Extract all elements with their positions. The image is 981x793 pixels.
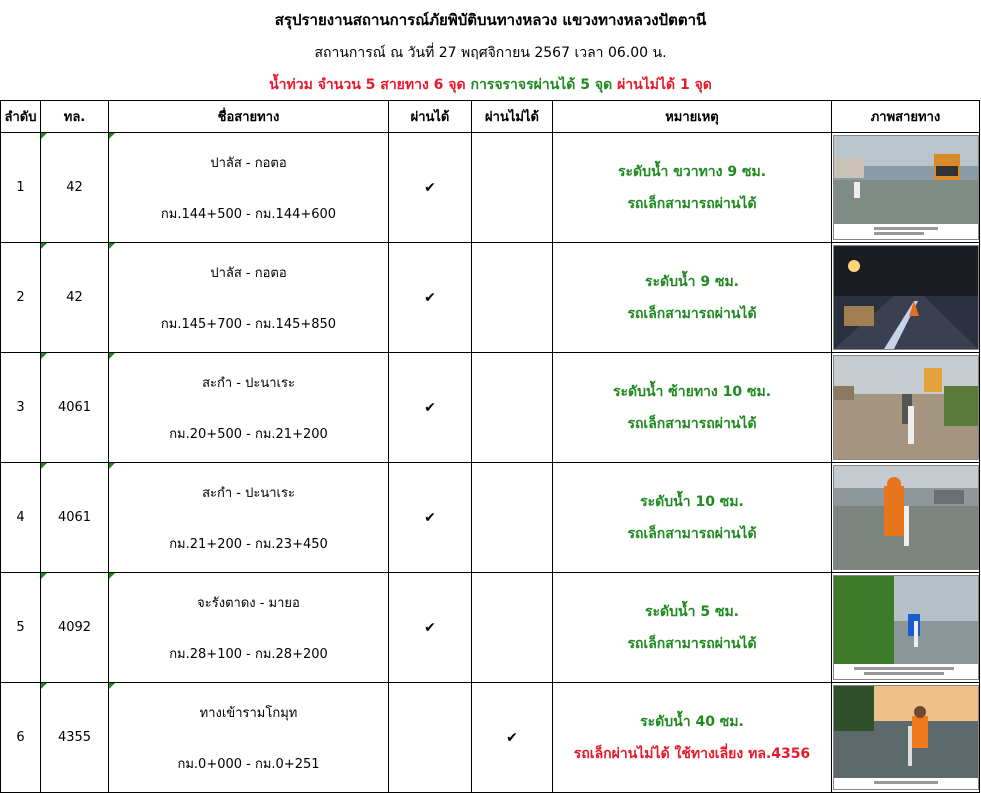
row-route-name: จะรังตาดง - มายอ — [197, 595, 300, 611]
row-highway-text: 4092 — [57, 620, 92, 635]
comment-marker — [109, 353, 115, 359]
row-remark-level: ระดับน้ำ ซ้ายทาง 10 ซม. — [612, 383, 772, 400]
row-no — [1, 683, 41, 793]
row-highway — [41, 353, 109, 463]
nopass-check-icon: ✔ — [506, 729, 518, 746]
row-no-text: 6 — [16, 730, 25, 745]
row-remark-level: ระดับน้ำ 5 ซม. — [645, 603, 739, 620]
row-route — [109, 463, 389, 573]
road-photo — [833, 135, 979, 240]
row-no-text: 1 — [16, 180, 25, 195]
table-header-row — [1, 101, 980, 133]
row-route-km: กม.20+500 - กม.21+200 — [169, 426, 328, 442]
road-photo — [833, 245, 979, 350]
table-row — [1, 133, 980, 243]
row-photo — [832, 353, 980, 463]
comment-marker — [41, 133, 47, 139]
row-photo — [832, 683, 980, 793]
row-nopass — [472, 243, 553, 353]
row-route-km: กม.28+100 - กม.28+200 — [169, 646, 328, 662]
comment-marker — [41, 573, 47, 579]
row-route-name: ทางเข้ารามโกมุท — [199, 705, 298, 721]
row-highway-text: 4061 — [57, 510, 92, 525]
row-remark — [553, 683, 832, 793]
row-highway — [41, 133, 109, 243]
col-header-pass: ผ่านได้ — [389, 101, 472, 133]
row-highway — [41, 243, 109, 353]
row-no-text: 3 — [16, 400, 25, 415]
row-remark-note: รถเล็กสามารถผ่านได้ — [627, 635, 757, 652]
col-header-remark: หมายเหตุ — [553, 101, 832, 133]
row-highway-text: 4061 — [57, 400, 92, 415]
row-route-km: กม.144+500 - กม.144+600 — [160, 206, 337, 222]
row-remark-level: ระดับน้ำ ขวาทาง 9 ซม. — [617, 163, 767, 180]
row-highway — [41, 573, 109, 683]
row-remark-note: รถเล็กสามารถผ่านได้ — [627, 415, 757, 432]
row-no-text: 5 — [16, 620, 25, 635]
table-row — [1, 243, 980, 353]
comment-marker — [41, 683, 47, 689]
row-nopass — [472, 133, 553, 243]
row-no — [1, 463, 41, 573]
col-header-photo: ภาพสายทาง — [832, 101, 980, 133]
row-photo — [832, 573, 980, 683]
pass-check-icon: ✔ — [424, 289, 436, 306]
row-route — [109, 243, 389, 353]
row-remark-level: ระดับน้ำ 40 ซม. — [640, 713, 744, 730]
table-row — [1, 573, 980, 683]
road-photo — [833, 685, 979, 790]
row-remark — [553, 353, 832, 463]
row-pass — [389, 243, 472, 353]
report-title: สรุปรายงานสถานการณ์ภัยพิบัติบนทางหลวง แขวงทางหลวงปัตตานี — [274, 11, 707, 29]
pass-check-icon: ✔ — [424, 179, 436, 196]
row-route-name: สะกำ - ปะนาเระ — [202, 375, 295, 391]
row-no — [1, 573, 41, 683]
row-remark — [553, 133, 832, 243]
row-pass — [389, 133, 472, 243]
row-route — [109, 353, 389, 463]
road-photo — [833, 575, 979, 680]
row-highway — [41, 683, 109, 793]
col-header-no: ลำดับ — [1, 101, 41, 133]
row-photo — [832, 243, 980, 353]
row-route-km: กม.21+200 - กม.23+450 — [169, 536, 328, 552]
row-photo — [832, 133, 980, 243]
report-subtitle: สถานการณ์ ณ วันที่ 27 พฤศจิกายน 2567 เวลา 06.00 น. — [314, 45, 667, 61]
row-nopass — [472, 573, 553, 683]
col-header-route: ชื่อสายทาง — [109, 101, 389, 133]
row-nopass — [472, 463, 553, 573]
row-route-name: ปาลัส - กอตอ — [210, 155, 287, 171]
row-no — [1, 353, 41, 463]
row-pass — [389, 573, 472, 683]
row-route-km: กม.0+000 - กม.0+251 — [177, 756, 320, 772]
row-nopass — [472, 353, 553, 463]
pass-check-icon: ✔ — [424, 619, 436, 636]
comment-marker — [109, 133, 115, 139]
row-highway-text: 42 — [66, 290, 83, 305]
row-photo — [832, 463, 980, 573]
row-remark-level: ระดับน้ำ 10 ซม. — [640, 493, 744, 510]
summary-flood: น้ำท่วม จำนวน 5 สายทาง 6 จุด — [269, 77, 466, 93]
road-photo — [833, 355, 979, 460]
row-no — [1, 133, 41, 243]
row-highway-text: 42 — [66, 180, 83, 195]
row-pass — [389, 353, 472, 463]
row-remark — [553, 243, 832, 353]
pass-check-icon: ✔ — [424, 509, 436, 526]
row-pass — [389, 463, 472, 573]
comment-marker — [109, 463, 115, 469]
comment-marker — [109, 573, 115, 579]
comment-marker — [41, 243, 47, 249]
row-no-text: 2 — [16, 290, 25, 305]
table-row — [1, 353, 980, 463]
row-remark — [553, 463, 832, 573]
row-pass — [389, 683, 472, 793]
row-route-name: สะกำ - ปะนาเระ — [202, 485, 295, 501]
report-summary — [0, 74, 981, 96]
road-photo — [833, 465, 979, 570]
row-route — [109, 683, 389, 793]
comment-marker — [109, 243, 115, 249]
summary-traffic: การจราจรผ่านได้ 5 จุด — [470, 77, 613, 93]
summary-blocked: ผ่านไม่ได้ 1 จุด — [617, 77, 712, 93]
row-remark-note: รถเล็กสามารถผ่านได้ — [627, 525, 757, 542]
row-remark-note: รถเล็กผ่านไม่ได้ ใช้ทางเลี่ยง ทล.4356 — [573, 745, 811, 762]
row-no-text: 4 — [16, 510, 25, 525]
row-route-km: กม.145+700 - กม.145+850 — [160, 316, 337, 332]
row-route-name: ปาลัส - กอตอ — [210, 265, 287, 281]
pass-check-icon: ✔ — [424, 399, 436, 416]
comment-marker — [109, 683, 115, 689]
row-no — [1, 243, 41, 353]
row-route — [109, 133, 389, 243]
row-nopass — [472, 683, 553, 793]
row-remark-note: รถเล็กสามารถผ่านได้ — [627, 195, 757, 212]
row-remark — [553, 573, 832, 683]
row-remark-note: รถเล็กสามารถผ่านได้ — [627, 305, 757, 322]
table-row — [1, 463, 980, 573]
table-row — [1, 683, 980, 793]
situation-table — [0, 100, 980, 793]
row-remark-level: ระดับน้ำ 9 ซม. — [645, 273, 739, 290]
col-header-nopass: ผ่านไม่ได้ — [472, 101, 553, 133]
row-highway — [41, 463, 109, 573]
col-header-highway: ทล. — [41, 101, 109, 133]
row-highway-text: 4355 — [57, 730, 92, 745]
comment-marker — [41, 353, 47, 359]
row-route — [109, 573, 389, 683]
comment-marker — [41, 463, 47, 469]
